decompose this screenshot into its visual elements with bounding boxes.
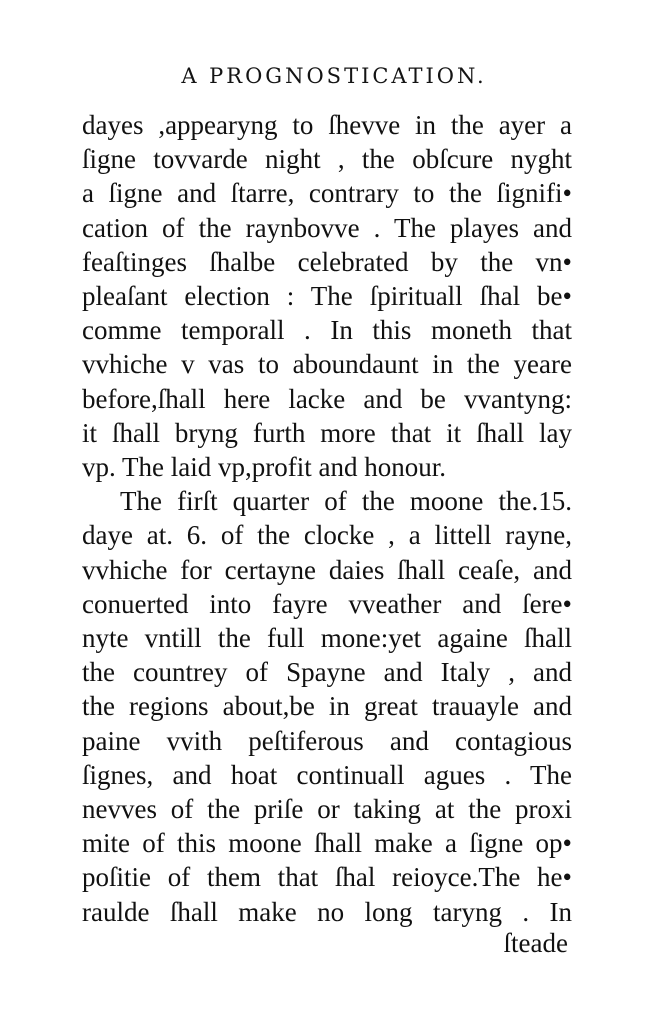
text-line: a ſigne and ſtarre, contrary to the ſignifi• — [82, 178, 572, 209]
text-line: feaſtinges ſhalbe celebrated by the vn• — [82, 246, 572, 277]
text-line: ſigne tovvarde night , the obſcure nyght — [82, 144, 572, 175]
text-line: vvhiche v vas to aboundaunt in the yeare — [82, 349, 572, 380]
text-line: daye at. 6. of the clocke , a littell rayne, — [82, 520, 572, 551]
text-line: comme temporall . In this moneth that — [82, 315, 572, 346]
text-line: conuerted into fayre vveather and ſere• — [82, 588, 572, 619]
text-line: vvhiche for certayne daies ſhall ceaſe, and — [82, 554, 572, 585]
catchword: ſteade — [503, 928, 568, 958]
text-line: raulde ſhall make no long taryng . In — [82, 896, 572, 927]
paragraph-1 — [82, 108, 572, 484]
body-text — [82, 108, 572, 929]
text-line: vp. The laid vp,profit and honour. — [82, 452, 446, 483]
text-line: paine vvith peſtiferous and contagious — [82, 725, 572, 756]
text-line: it ſhall bryng furth more that it ſhall lay — [82, 417, 572, 448]
paragraph-2 — [82, 484, 572, 929]
text-line: nyte vntill the full mone:yet againe ſhall — [82, 623, 572, 654]
text-line: cation of the raynbovve . The playes and — [82, 212, 572, 243]
text-line: the regions about,be in great trauayle and — [82, 691, 572, 722]
text-line: nevves of the priſe or taking at the proxi — [82, 794, 572, 825]
text-line: dayes ,appearyng to ſhevve in the ayer a — [82, 110, 572, 140]
text-line: the countrey of Spayne and Italy , and — [82, 657, 572, 688]
text-line: mite of this moone ſhall make a ſigne op• — [82, 828, 572, 859]
text-line: ſignes, and hoat continuall agues . The — [82, 759, 572, 790]
running-head: A PROGNOSTICATION. — [181, 64, 487, 88]
text-line: poſitie of them that ſhal reioyce.The he• — [82, 862, 572, 893]
text-line: pleaſant election : The ſpirituall ſhal be• — [82, 281, 572, 312]
text-line: The firſt quarter of the moone the.15. — [120, 486, 572, 517]
text-line: before,ſhall here lacke and be vvantyng: — [82, 383, 572, 414]
